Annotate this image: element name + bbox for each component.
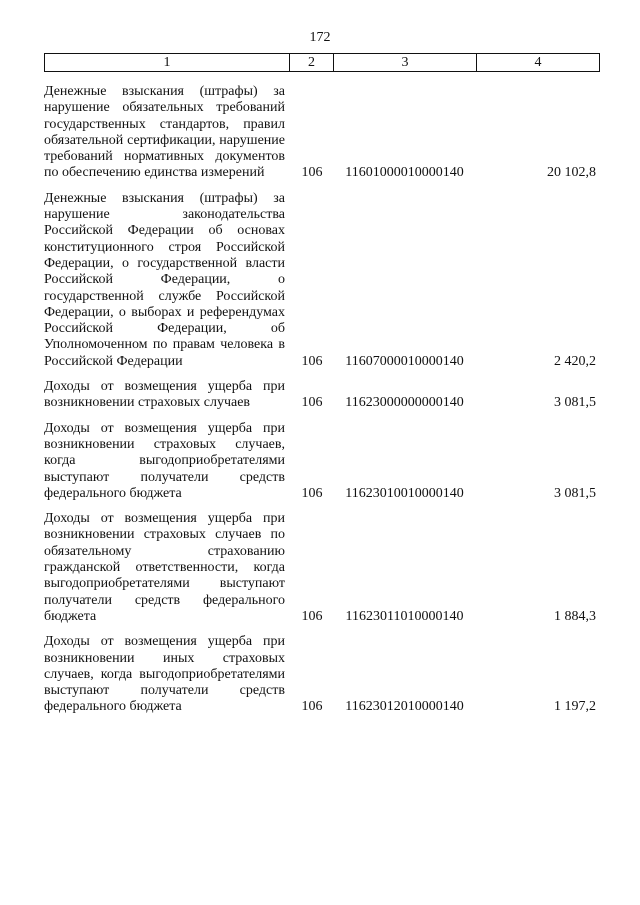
row-description: Доходы от возмещения ущерба при возникновении страховых случаев по обязательному страхованию гражданской ответственности, когда выгодоприобретателями выступают получатели средств федерального бюджета (44, 511, 285, 624)
row-kbk: 11623000000000140 (345, 395, 464, 411)
row-code: 106 (301, 165, 323, 181)
table-row (44, 511, 604, 625)
row-description: Денежные взыскания (штрафы) за нарушение законодательства Российской Федерации об основах конституционного строя Российской Федерации, о государственной власти Российской Федерации, о государственной службе Российской Федерации, о выборах и референдумах Российской Федерации, об Уполномоченном по правам человека в Российской Федерации (44, 190, 285, 369)
row-description: Денежные взыскания (штрафы) за нарушение обязательных требований государственных стандартов, правил обязательной сертификации, нарушение требований нормативных документов по обеспечению единства измерений (44, 84, 285, 181)
row-code: 106 (301, 699, 323, 715)
row-amount: 2 420,2 (554, 353, 596, 369)
page-number: 172 (309, 30, 331, 45)
row-code: 106 (301, 485, 323, 501)
row-code: 106 (301, 353, 323, 369)
column-header-3: 3 (334, 54, 477, 71)
table-body (44, 84, 604, 725)
table-row (44, 191, 604, 370)
row-kbk: 11623010010000140 (345, 485, 464, 501)
row-kbk: 11623011010000140 (345, 608, 464, 624)
row-kbk: 11623012010000140 (345, 699, 464, 715)
row-amount: 20 102,8 (547, 165, 596, 181)
row-description: Доходы от возмещения ущерба при возникновении страховых случаев, когда выгодоприобретателями выступают получатели средств федерального бюджета (44, 420, 285, 501)
table-row (44, 421, 604, 502)
row-amount: 1 884,3 (554, 608, 596, 624)
row-description: Доходы от возмещения ущерба при возникновении иных страховых случаев, когда выгодоприобретателями выступают получатели средств федерального бюджета (44, 634, 285, 715)
row-code: 106 (301, 395, 323, 411)
row-amount: 3 081,5 (554, 395, 596, 411)
row-kbk: 11607000010000140 (345, 353, 464, 369)
row-description: Доходы от возмещения ущерба при возникновении страховых случаев (44, 379, 285, 411)
column-header-4: 4 (534, 54, 542, 70)
row-amount: 1 197,2 (554, 699, 596, 715)
table-row (44, 634, 604, 715)
row-amount: 3 081,5 (554, 485, 596, 501)
table-row (44, 379, 604, 412)
column-header-1: 1 (45, 54, 290, 71)
column-header-2: 2 (290, 54, 334, 71)
row-kbk: 11601000010000140 (345, 165, 464, 181)
table-header (44, 53, 600, 72)
row-code: 106 (301, 608, 323, 624)
table-row (44, 84, 604, 182)
